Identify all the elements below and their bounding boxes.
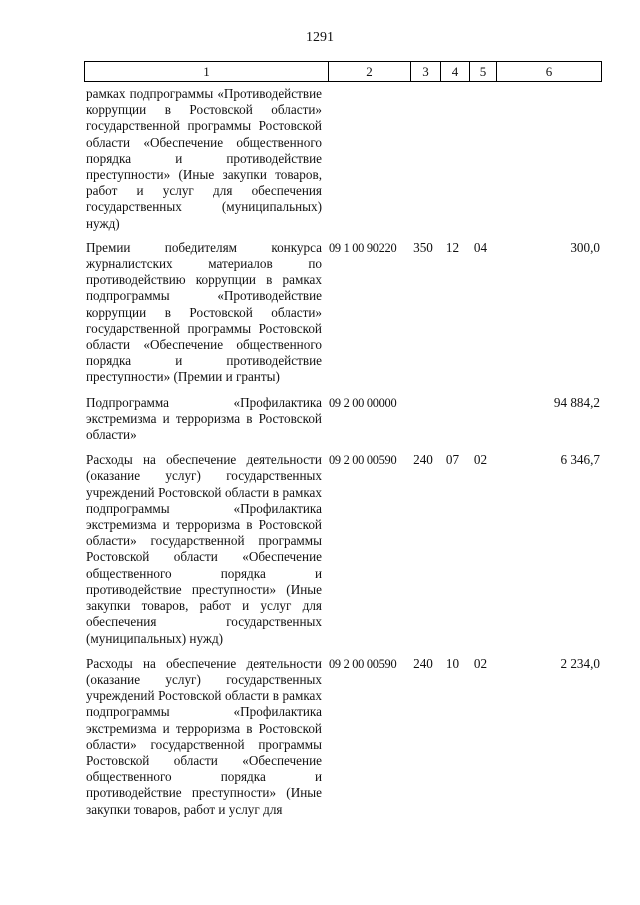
header-col-6: 6 <box>545 64 553 79</box>
header-col-1: 1 <box>85 62 329 81</box>
row-amount <box>494 86 600 232</box>
row-col-5: 02 <box>473 452 488 468</box>
row-col-4 <box>438 395 467 444</box>
table-row <box>86 86 600 232</box>
row-col-5 <box>467 395 494 444</box>
table-row <box>86 452 600 646</box>
table-row <box>86 656 600 818</box>
row-col-3: 240 <box>413 452 433 468</box>
header-col-5: 5 <box>470 62 497 81</box>
row-col-4: 12 <box>445 239 460 255</box>
row-col-4: 07 <box>445 452 460 468</box>
row-col-5 <box>467 86 494 232</box>
row-amount: 300,0 <box>570 239 600 255</box>
row-code: 09 2 00 00000 <box>329 395 397 410</box>
table-header <box>84 61 602 82</box>
header-col-4: 4 <box>441 62 470 81</box>
row-col-4: 10 <box>445 655 460 671</box>
row-code: 09 2 00 00590 <box>329 656 397 671</box>
row-description: Расходы на обеспечение деятельности (оказание услуг) государственных учреждений Ростовской области в рамках подпрограммы «Профилактика экстремизма и терроризма в Ростовской области» государственной программы Ростовской области «Обеспечение общественного порядка и противодействие преступности» (Иные закупки товаров, работ и услуг для <box>86 655 322 817</box>
header-col-2: 2 <box>329 62 411 81</box>
row-col-3 <box>408 86 438 232</box>
row-amount: 2 234,0 <box>560 655 600 671</box>
row-col-5: 04 <box>473 239 488 255</box>
row-description: Расходы на обеспечение деятельности (оказание услуг) государственных учреждений Ростовской области в рамках подпрограммы «Профилактика экстремизма и терроризма в Ростовской области» государственной программы Ростовской области «Обеспечение общественного порядка и противодействие преступности» (Иные закупки товаров, работ и услуг для обеспечения государственных (муниципальных) нужд) <box>86 452 322 646</box>
row-col-3: 240 <box>413 655 433 671</box>
row-col-4 <box>438 86 467 232</box>
row-code: 09 1 00 90220 <box>329 240 397 255</box>
row-description: Подпрограмма «Профилактика экстремизма и терроризма в Ростовской области» <box>86 394 322 443</box>
row-amount: 94 884,2 <box>553 394 600 410</box>
table-row <box>86 240 600 386</box>
row-code <box>322 86 408 232</box>
row-col-3: 350 <box>413 239 433 255</box>
page-number: 1291 <box>306 30 334 45</box>
row-description: Премии победителям конкурса журналистских материалов по противодействию коррупции в рамках подпрограммы «Противодействие коррупции в Ростовской области» государственной программы Ростовской области «Обеспечение общественного порядка и противодействие преступности» (Премии и гранты) <box>86 239 322 385</box>
table-row <box>86 395 600 444</box>
row-amount: 6 346,7 <box>560 452 600 468</box>
row-description: рамках подпрограммы «Противодействие коррупции в Ростовской области» государственной программы Ростовской области «Обеспечение общественного порядка и противодействие преступности» (Иные закупки товаров, работ и услуг для обеспечения государственных (муниципальных) нужд) <box>86 86 322 231</box>
row-code: 09 2 00 00590 <box>329 453 397 468</box>
header-col-3: 3 <box>411 62 441 81</box>
row-col-3 <box>408 395 438 444</box>
row-col-5: 02 <box>473 655 488 671</box>
table-body <box>86 86 600 827</box>
